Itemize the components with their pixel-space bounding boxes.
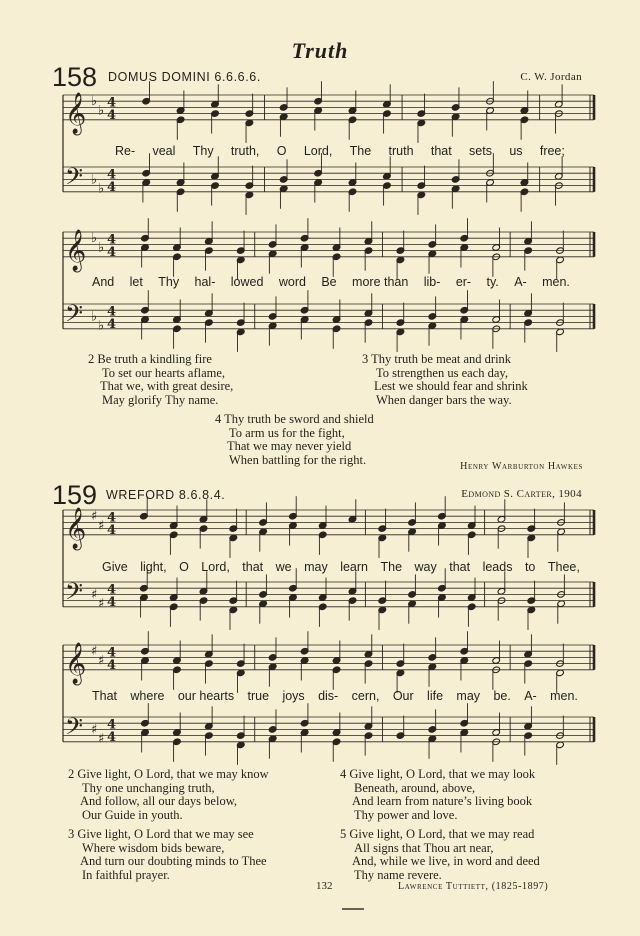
lyric-syllable: true (247, 689, 270, 703)
svg-text:♭: ♭ (98, 181, 105, 197)
svg-text:4: 4 (107, 717, 117, 733)
svg-text:4: 4 (107, 95, 117, 111)
lyrics-line (102, 560, 580, 574)
lyric-syllable: Thy (192, 144, 214, 158)
svg-text:♯: ♯ (91, 509, 98, 525)
verse-2: 2 Be truth a kindling fire To set our hearts aflame, That we, with great desire, May glorify Thy name. (88, 352, 234, 407)
svg-text:4: 4 (107, 232, 117, 248)
lyric-syllable: may (456, 689, 481, 703)
svg-text:4: 4 (107, 167, 117, 183)
svg-text:♭: ♭ (98, 103, 105, 119)
svg-text:4: 4 (107, 657, 117, 673)
verse-5: 5 Give light, O Lord, that we may read All signs that Thou art near, And, while we live, in word and deed Thy name revere. (340, 827, 540, 882)
verse-4: 4 Thy truth be sword and shield To arm us for the fight, That we may never yield When battling for the right. (215, 412, 374, 467)
lyric-syllable: that (449, 560, 471, 574)
svg-text:♯: ♯ (98, 731, 105, 747)
svg-text:4: 4 (107, 729, 117, 745)
lyric-syllable: that (242, 560, 264, 574)
lyric-syllable: lib- (423, 275, 441, 289)
lyric-syllable: us (509, 144, 523, 158)
svg-text:4: 4 (107, 244, 117, 260)
svg-text:♭: ♭ (98, 318, 105, 334)
music-system-158-2 (55, 229, 600, 357)
lyrics-line (92, 275, 570, 289)
lyric-syllable: joys (282, 689, 305, 703)
svg-text:4: 4 (107, 304, 117, 320)
lyric-syllable: be. (493, 689, 511, 703)
lyric-syllable: learn (340, 560, 368, 574)
lyric-syllable: our hearts (177, 689, 235, 703)
svg-text:𝄞: 𝄞 (65, 92, 87, 134)
svg-text:4: 4 (107, 645, 117, 661)
lyric-syllable: truth (388, 144, 414, 158)
lyric-syllable: we (275, 560, 292, 574)
page-number: 132 (316, 880, 333, 892)
lyric-syllable: The (349, 144, 372, 158)
lyric-syllable: lowed (230, 275, 264, 289)
lyric-syllable: leads (482, 560, 513, 574)
composer: Edmond S. Carter, 1904 (461, 488, 582, 500)
lyric-syllable: Lord, (303, 144, 333, 158)
lyric-syllable: life (427, 689, 444, 703)
svg-text:♯: ♯ (98, 596, 105, 612)
lyric-syllable: Re- (115, 144, 136, 158)
svg-text:𝄢: 𝄢 (65, 577, 84, 611)
lyric-syllable: er- (455, 275, 472, 289)
lyric-syllable: sets (469, 144, 492, 158)
lyric-syllable: cern, (351, 689, 380, 703)
lyric-syllable: where (130, 689, 165, 703)
lyric-syllable: let (129, 275, 143, 289)
svg-text:4: 4 (107, 594, 117, 610)
lyric-syllable: Lord, (201, 560, 230, 574)
hymn-number: 158 (52, 62, 98, 92)
svg-text:♭: ♭ (98, 240, 105, 256)
svg-text:𝄞: 𝄞 (65, 507, 87, 549)
author: Henry Warburton Hawkes (460, 461, 583, 472)
verse-3: 3 Give light, O Lord that we may see Where wisdom bids beware, And turn our doubting minds to Thee In faithful prayer. (68, 827, 267, 882)
lyric-syllable: Thee, (547, 560, 580, 574)
tune-name: WREFORD 8.6.8.4. (106, 488, 226, 502)
lyric-syllable: that (430, 144, 452, 158)
music-system-159-2 (55, 642, 600, 770)
verse-3: 3 Thy truth be meat and drink To strengthen us each day, Lest we should fear and shrink When danger bars the way. (362, 352, 528, 407)
lyric-syllable: more than (352, 275, 409, 289)
svg-text:4: 4 (107, 316, 117, 332)
svg-text:♭: ♭ (91, 94, 98, 110)
lyric-syllable: to (524, 560, 536, 574)
svg-text:𝄢: 𝄢 (65, 712, 84, 746)
svg-text:♯: ♯ (91, 587, 98, 603)
lyric-syllable: men. (550, 689, 578, 703)
svg-text:𝄢: 𝄢 (65, 162, 84, 196)
composer: C. W. Jordan (520, 71, 582, 83)
lyric-syllable: may (304, 560, 328, 574)
lyric-syllable: Our (392, 689, 414, 703)
lyric-syllable: word (278, 275, 306, 289)
lyric-syllable: light, (140, 560, 167, 574)
svg-text:♯: ♯ (91, 644, 98, 660)
lyric-syllable: And (92, 275, 115, 289)
svg-text:𝄞: 𝄞 (65, 229, 87, 271)
page-ornament (342, 908, 364, 910)
lyric-syllable: A- (514, 275, 527, 289)
lyrics-line (115, 144, 565, 158)
lyrics-line (92, 689, 578, 703)
lyric-syllable: men. (542, 275, 570, 289)
hymn-number: 159 (52, 480, 98, 510)
svg-text:4: 4 (107, 107, 117, 123)
svg-text:4: 4 (107, 522, 117, 538)
lyric-syllable: That (92, 689, 118, 703)
lyric-syllable: free; (539, 144, 565, 158)
lyric-syllable: O (276, 144, 287, 158)
lyric-syllable: Give (102, 560, 128, 574)
verse-4: 4 Give light, O Lord, that we may look Beneath, around, above, And learn from nature’s living book Thy power and love. (340, 767, 536, 822)
section-title: Truth (291, 38, 349, 63)
lyric-syllable: A- (524, 689, 537, 703)
lyric-syllable: Be (321, 275, 337, 289)
lyric-syllable: truth, (230, 144, 260, 158)
lyric-syllable: dis- (318, 689, 339, 703)
svg-text:♯: ♯ (98, 653, 105, 669)
svg-text:♭: ♭ (91, 172, 98, 188)
svg-text:4: 4 (107, 582, 117, 598)
svg-text:♭: ♭ (91, 231, 98, 247)
svg-text:♯: ♯ (98, 518, 105, 534)
lyric-syllable: ty. (486, 275, 499, 289)
svg-text:4: 4 (107, 510, 117, 526)
lyric-syllable: O (179, 560, 189, 574)
verse-2: 2 Give light, O Lord, that we may know Thy one unchanging truth, And follow, all our days below, Our Guide in youth. (68, 767, 269, 822)
svg-text:𝄢: 𝄢 (65, 299, 84, 333)
author: Lawrence Tuttiett, (1825-1897) (398, 881, 549, 892)
svg-text:♯: ♯ (91, 722, 98, 738)
svg-text:𝄞: 𝄞 (65, 642, 87, 684)
lyric-syllable: The (380, 560, 403, 574)
tune-name: DOMUS DOMINI 6.6.6.6. (108, 70, 261, 84)
lyric-syllable: Thy (158, 275, 180, 289)
svg-text:♭: ♭ (91, 309, 98, 325)
lyric-syllable: veal (152, 144, 176, 158)
lyric-syllable: way (414, 560, 437, 574)
svg-text:4: 4 (107, 179, 117, 195)
lyric-syllable: hal- (194, 275, 216, 289)
